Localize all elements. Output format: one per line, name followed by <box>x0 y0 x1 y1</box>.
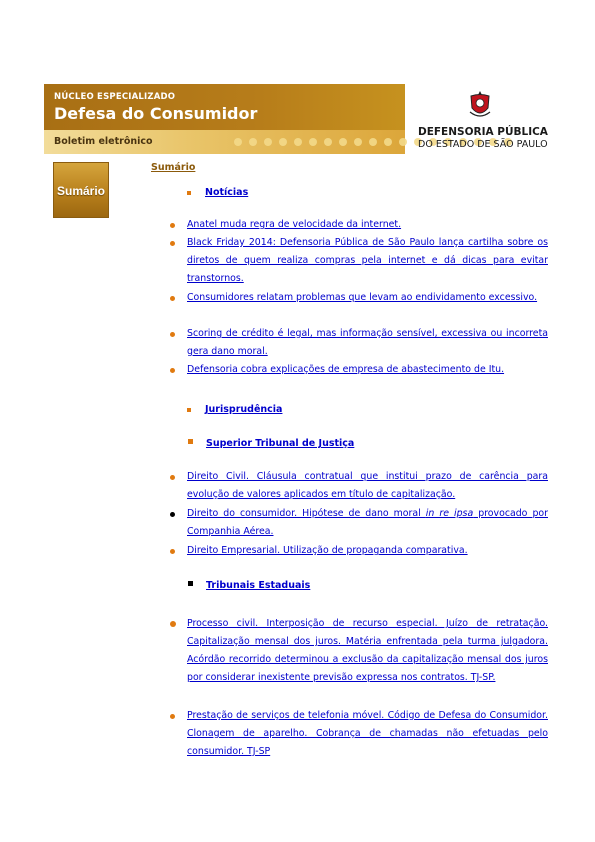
stj-item-3[interactable]: Direito Empresarial. Utilização de propaganda comparativa. <box>187 545 468 556</box>
section-tribunais[interactable]: Tribunais Estaduais <box>206 580 311 591</box>
logo-line-2: DO ESTADO DE SÃO PAULO <box>418 139 548 150</box>
list-bullet <box>170 241 175 246</box>
banner-top <box>44 84 405 130</box>
section-stj[interactable]: Superior Tribunal de Justiça <box>206 438 355 449</box>
news-item-1[interactable]: Anatel muda regra de velocidade da internet. <box>187 219 402 230</box>
banner-title: Defesa do Consumidor <box>54 104 258 123</box>
news-item-2[interactable]: Black Friday 2014: Defensoria Pública de São Paulo lança cartilha sobre os diretos de quem realiza compras pela internet e dá dicas para evitar transtornos. <box>187 237 548 284</box>
list-bullet <box>170 368 175 373</box>
defensoria-logo <box>418 90 548 152</box>
list-bullet <box>170 512 175 517</box>
list-bullet <box>170 223 175 228</box>
news-item-5[interactable]: Defensoria cobra explicações de empresa de abastecimento de Itu. <box>187 364 505 375</box>
section-bullet <box>187 408 191 412</box>
list-bullet <box>170 332 175 337</box>
section-noticias[interactable]: Notícias <box>205 187 249 198</box>
banner-bottom <box>44 130 405 154</box>
coat-of-arms-icon <box>468 90 492 120</box>
stj-item-2-italic: in re ipsa <box>425 508 474 519</box>
list-bullet <box>170 714 175 719</box>
list-bullet <box>170 296 175 301</box>
section-bullet <box>188 439 193 444</box>
banner-kicker: NÚCLEO ESPECIALIZADO <box>54 92 176 102</box>
section-bullet <box>187 191 191 195</box>
stj-item-2-post: provocado por Companhia Aérea. <box>187 508 548 537</box>
section-bullet <box>188 581 193 586</box>
list-bullet <box>170 621 176 627</box>
stj-item-2-pre: Direito do consumidor. Hipótese de dano moral <box>187 508 426 519</box>
sumario-link[interactable]: Sumário <box>151 162 196 173</box>
stj-item-1[interactable]: Direito Civil. Cláusula contratual que institui prazo de carência para evolução de valores aplicados em título de capitalização. <box>187 471 548 500</box>
tribunal-item-2[interactable]: Prestação de serviços de telefonia móvel. Código de Defesa do Consumidor. Clonagem de aparelho. Cobrança de chamadas não efetuadas pelo consumidor. TJ-SP <box>187 710 548 757</box>
tribunal-item-1[interactable]: Processo civil. Interposição de recurso especial. Juízo de retratação. Capitalização mensal dos juros. Matéria enfrentada pela turma julgadora. Acórdão recorrido determinou a exclusão da capitalização mensal dos juros por considerar inexistente previsão expressa nos contratos. TJ-SP. <box>187 618 548 683</box>
header-banner <box>44 84 405 154</box>
news-item-4[interactable]: Scoring de crédito é legal, mas informação sensível, excessiva ou incorreta gera dano moral. <box>187 328 548 357</box>
list-bullet <box>170 475 175 480</box>
list-bullet <box>170 549 175 554</box>
sumario-button[interactable]: Sumário <box>53 162 109 218</box>
news-item-3[interactable]: Consumidores relatam problemas que levam ao endividamento excessivo. <box>187 292 538 303</box>
logo-line-1: DEFENSORIA PÚBLICA <box>418 126 548 138</box>
section-jurisprudencia[interactable]: Jurisprudência <box>205 404 283 415</box>
stj-item-2[interactable] <box>187 505 548 541</box>
banner-subtitle: Boletim eletrônico <box>54 136 153 147</box>
